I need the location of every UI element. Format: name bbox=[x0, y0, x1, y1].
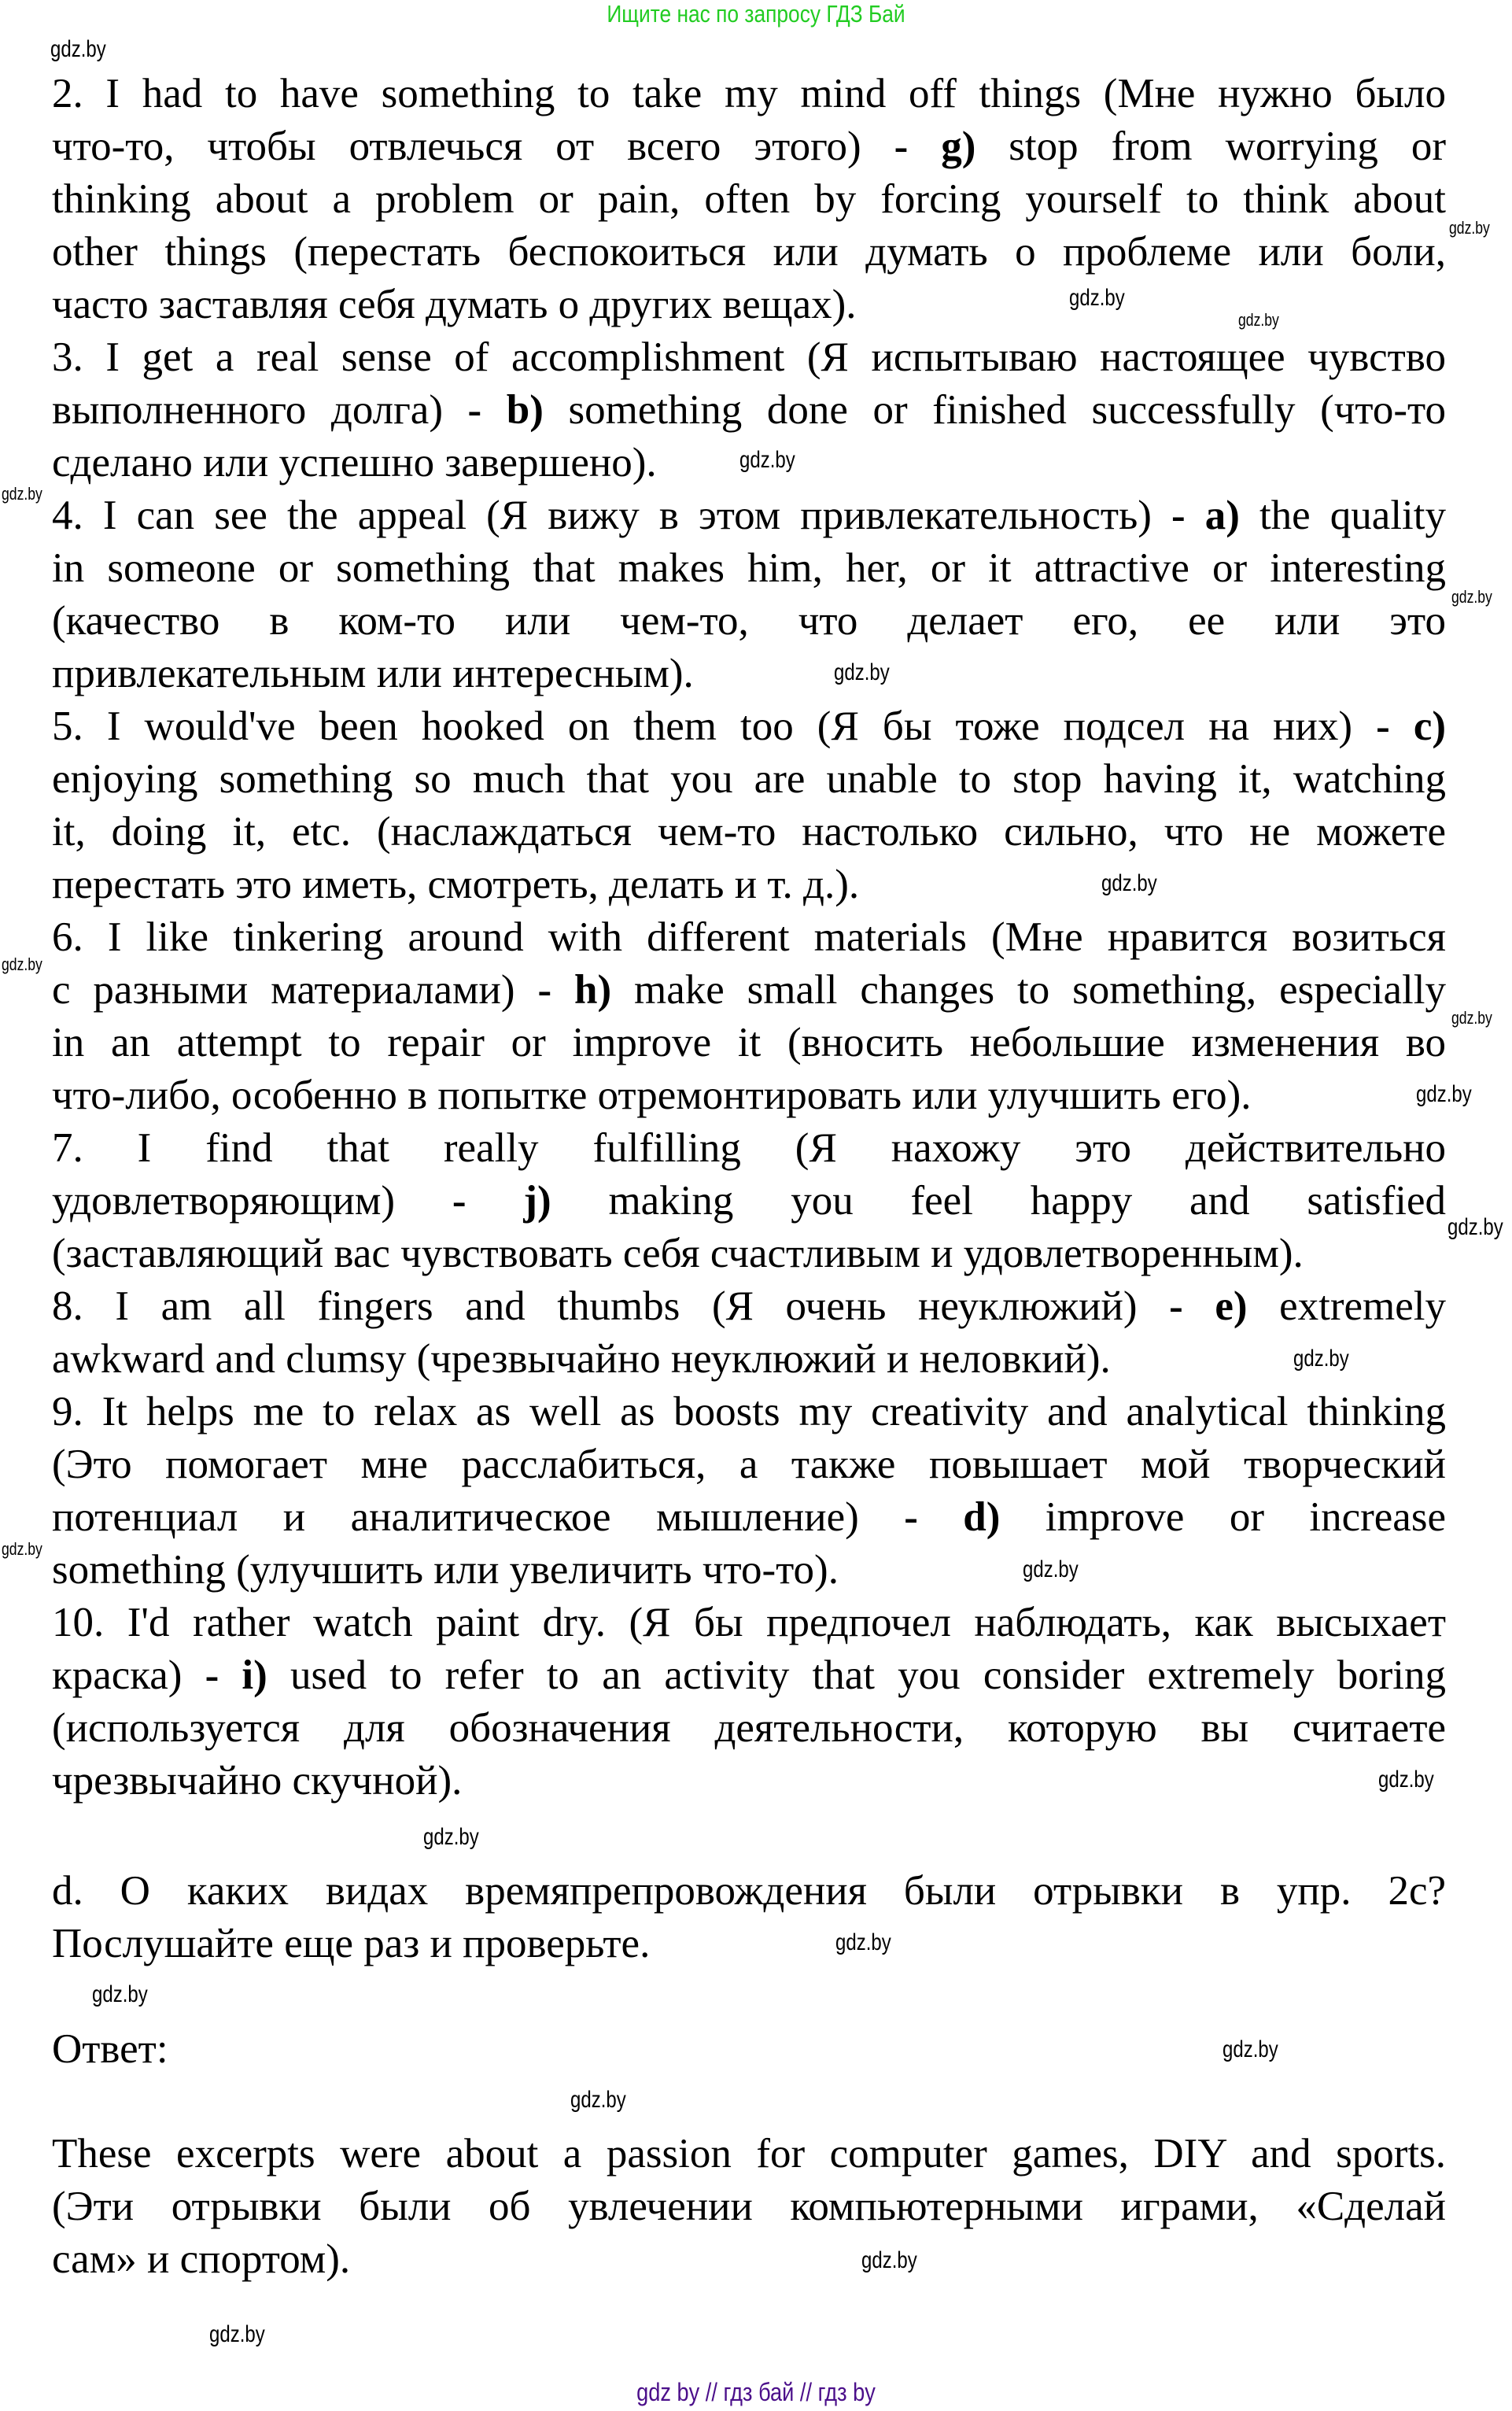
text-segment: other things (перестать беспокоиться или думать о проблеме или боли, bbox=[52, 229, 1446, 275]
text-line bbox=[52, 1122, 1446, 1175]
text-line bbox=[52, 1491, 1446, 1544]
text-line bbox=[52, 1597, 1446, 1649]
watermark: gdz.by bbox=[2, 954, 42, 974]
text-segment: сам» и спортом). bbox=[52, 2236, 351, 2282]
text-line bbox=[52, 753, 1446, 806]
text-segment: make small changes to something, especially bbox=[611, 967, 1446, 1013]
answer-key: - j) bbox=[452, 1178, 551, 1224]
text-segment: in an attempt to repair or improve it (вносить небольшие изменения во bbox=[52, 1020, 1446, 1065]
exercise-item bbox=[52, 700, 1446, 911]
exercise-answers bbox=[52, 68, 1446, 1807]
footer-links[interactable]: gdz by // гдз бай // гдз by bbox=[636, 2378, 876, 2406]
text-segment: 10. I'd rather watch paint dry. (Я бы предпочел наблюдать, как высыхает bbox=[52, 1600, 1446, 1645]
text-segment: выполненного долга) bbox=[52, 387, 468, 433]
text-line bbox=[52, 1386, 1446, 1438]
text-segment: enjoying something so much that you are unable to stop having it, watching bbox=[52, 756, 1446, 802]
watermark: gdz.by bbox=[1378, 1767, 1434, 1793]
text-segment: потенциал и аналитическое мышление) bbox=[52, 1494, 905, 1540]
exercise-item bbox=[52, 489, 1446, 700]
watermark: gdz.by bbox=[739, 447, 795, 473]
text-line bbox=[52, 1702, 1446, 1755]
text-line bbox=[52, 1438, 1446, 1491]
text-line bbox=[52, 279, 857, 331]
text-segment: (используется для обозначения деятельности, которую вы считаете bbox=[52, 1705, 1446, 1751]
answer-key: - i) bbox=[205, 1652, 267, 1698]
text-segment: 6. I like tinkering around with different materials (Мне нравится возиться bbox=[52, 914, 1446, 960]
watermark: gdz.by bbox=[1447, 1214, 1503, 1240]
text-segment: making you feel happy and satisfied bbox=[551, 1178, 1446, 1224]
text-segment: 7. I find that really fulfilling (Я нахожу это действительно bbox=[52, 1125, 1446, 1171]
text-segment: awkward and clumsy (чрезвычайно неуклюжий и неловкий). bbox=[52, 1336, 1111, 1382]
watermark: gdz.by bbox=[1451, 587, 1492, 607]
text-segment: 3. I get a real sense of accomplishment (Я испытываю настоящее чувство bbox=[52, 334, 1446, 380]
text-segment: с разными материалами) bbox=[52, 967, 538, 1013]
text-segment: used to refer to an activity that you consider extremely boring bbox=[267, 1652, 1446, 1698]
text-segment: (Это помогает мне расслабиться, а также повышает мой творческий bbox=[52, 1442, 1446, 1487]
text-segment: (заставляющий вас чувствовать себя счастливым и удовлетворенным). bbox=[52, 1231, 1304, 1276]
text-segment: удовлетворяющим) bbox=[52, 1178, 452, 1224]
text-line bbox=[52, 1333, 1111, 1386]
text-segment: 9. It helps me to relax as well as boosts my creativity and analytical thinking bbox=[52, 1389, 1446, 1434]
answer-key: - h) bbox=[537, 967, 612, 1013]
text-segment: thinking about a problem or pain, often by forcing yourself to think about bbox=[52, 176, 1446, 222]
text-segment: Ответ: bbox=[52, 2026, 168, 2072]
text-segment: These excerpts were about a passion for computer games, DIY and sports. bbox=[52, 2131, 1446, 2177]
text-line bbox=[52, 437, 657, 489]
text-line bbox=[52, 1228, 1304, 1280]
watermark: gdz.by bbox=[2, 1539, 42, 1559]
answer-key: - c) bbox=[1376, 703, 1446, 749]
text-segment: Послушайте еще раз и проверьте. bbox=[52, 1921, 651, 1966]
exercise-item bbox=[52, 1597, 1446, 1807]
text-segment: (качество в ком-то или чем-то, что делает его, ее или это bbox=[52, 598, 1446, 644]
text-segment: перестать это иметь, смотреть, делать и т. д.). bbox=[52, 862, 860, 907]
watermark: gdz.by bbox=[50, 36, 106, 62]
text-line bbox=[52, 806, 1446, 858]
text-line bbox=[52, 68, 1446, 120]
text-segment: stop from worrying or bbox=[975, 124, 1446, 169]
watermark: gdz.by bbox=[1238, 310, 1279, 330]
text-segment: сделано или успешно завершено). bbox=[52, 440, 657, 486]
text-segment: чрезвычайно скучной). bbox=[52, 1758, 463, 1804]
answer-key: - g) bbox=[894, 124, 976, 169]
text-line bbox=[52, 1017, 1446, 1069]
text-line bbox=[52, 120, 1446, 173]
text-line bbox=[52, 1280, 1446, 1333]
text-segment: привлекательным или интересным). bbox=[52, 651, 694, 696]
watermark: gdz.by bbox=[861, 2247, 917, 2273]
text-line bbox=[52, 2180, 1446, 2233]
text-segment: краска) bbox=[52, 1652, 205, 1698]
watermark: gdz.by bbox=[1101, 870, 1157, 896]
text-line bbox=[52, 2023, 168, 2076]
watermark: gdz.by bbox=[209, 2321, 265, 2347]
text-line bbox=[52, 1175, 1446, 1228]
text-segment: it, doing it, etc. (наслаждаться чем-то настолько сильно, что не можете bbox=[52, 809, 1446, 855]
text-line bbox=[52, 964, 1446, 1017]
text-line bbox=[52, 595, 1446, 648]
exercise-item bbox=[52, 1122, 1446, 1280]
text-segment: improve or increase bbox=[1000, 1494, 1446, 1540]
watermark: gdz.by bbox=[1449, 218, 1490, 238]
text-segment: 4. I can see the appeal (Я вижу в этом привлекательность) bbox=[52, 493, 1171, 538]
text-line bbox=[52, 2128, 1446, 2180]
watermark: gdz.by bbox=[2, 484, 42, 504]
text-segment: (Эти отрывки были об увлечении компьютерными играми, «Сделай bbox=[52, 2184, 1446, 2229]
text-line bbox=[52, 384, 1446, 437]
text-segment: extremely bbox=[1247, 1283, 1446, 1329]
exercise-item bbox=[52, 911, 1446, 1122]
text-line bbox=[52, 173, 1446, 226]
answer-key: - a) bbox=[1171, 493, 1240, 538]
text-line bbox=[52, 858, 859, 911]
watermark: gdz.by bbox=[835, 1929, 891, 1955]
answer-text bbox=[52, 2128, 1446, 2286]
exercise-item bbox=[52, 1386, 1446, 1597]
watermark: gdz.by bbox=[1451, 1008, 1492, 1028]
answer-key: - b) bbox=[467, 387, 544, 433]
text-line bbox=[52, 2233, 350, 2286]
text-segment: something done or finished successfully (что-то bbox=[543, 387, 1446, 433]
text-line bbox=[52, 331, 1446, 384]
watermark: gdz.by bbox=[1416, 1081, 1472, 1107]
text-segment: the quality bbox=[1239, 493, 1446, 538]
text-segment: 5. I would've been hooked on them too (Я бы тоже подсел на них) bbox=[52, 703, 1377, 749]
watermark: gdz.by bbox=[92, 1981, 148, 2007]
task-d-question bbox=[52, 1865, 1446, 1970]
text-line bbox=[52, 1649, 1446, 1702]
text-segment: something (улучшить или увеличить что-то). bbox=[52, 1547, 839, 1593]
text-line bbox=[52, 911, 1446, 964]
watermark: gdz.by bbox=[570, 2087, 626, 2113]
text-segment: что-то, чтобы отвлечься от всего этого) bbox=[52, 124, 894, 169]
text-line bbox=[52, 700, 1446, 753]
text-segment: in someone or something that makes him, her, or it attractive or interesting bbox=[52, 545, 1446, 591]
text-segment: 2. I had to have something to take my mind off things (Мне нужно было bbox=[52, 71, 1446, 116]
text-line bbox=[52, 489, 1446, 542]
text-line bbox=[52, 1544, 839, 1597]
search-banner[interactable]: Ищите нас по запросу ГДЗ Бай bbox=[607, 0, 905, 28]
text-segment: d. О каких видах времяпрепровождения были отрывки в упр. 2с? bbox=[52, 1868, 1446, 1914]
watermark: gdz.by bbox=[1069, 285, 1125, 311]
watermark: gdz.by bbox=[834, 659, 890, 685]
answer-key: - e) bbox=[1169, 1283, 1248, 1329]
watermark: gdz.by bbox=[1293, 1346, 1349, 1372]
text-line bbox=[52, 226, 1446, 279]
exercise-item bbox=[52, 1280, 1446, 1386]
text-line bbox=[52, 1755, 462, 1807]
text-line bbox=[52, 1069, 1252, 1122]
text-line bbox=[52, 1918, 650, 1970]
watermark: gdz.by bbox=[423, 1824, 479, 1850]
watermark: gdz.by bbox=[1223, 2036, 1278, 2062]
text-segment: 8. I am all fingers and thumbs (Я очень неуклюжий) bbox=[52, 1283, 1170, 1329]
text-line bbox=[52, 542, 1446, 595]
watermark: gdz.by bbox=[1023, 1556, 1079, 1582]
answer-key: - d) bbox=[904, 1494, 1001, 1540]
text-line bbox=[52, 648, 694, 700]
text-line bbox=[52, 1865, 1446, 1918]
exercise-item bbox=[52, 68, 1446, 331]
text-segment: часто заставляя себя думать о других вещах). bbox=[52, 282, 857, 327]
text-segment: что-либо, особенно в попытке отремонтировать или улучшить его). bbox=[52, 1073, 1252, 1118]
